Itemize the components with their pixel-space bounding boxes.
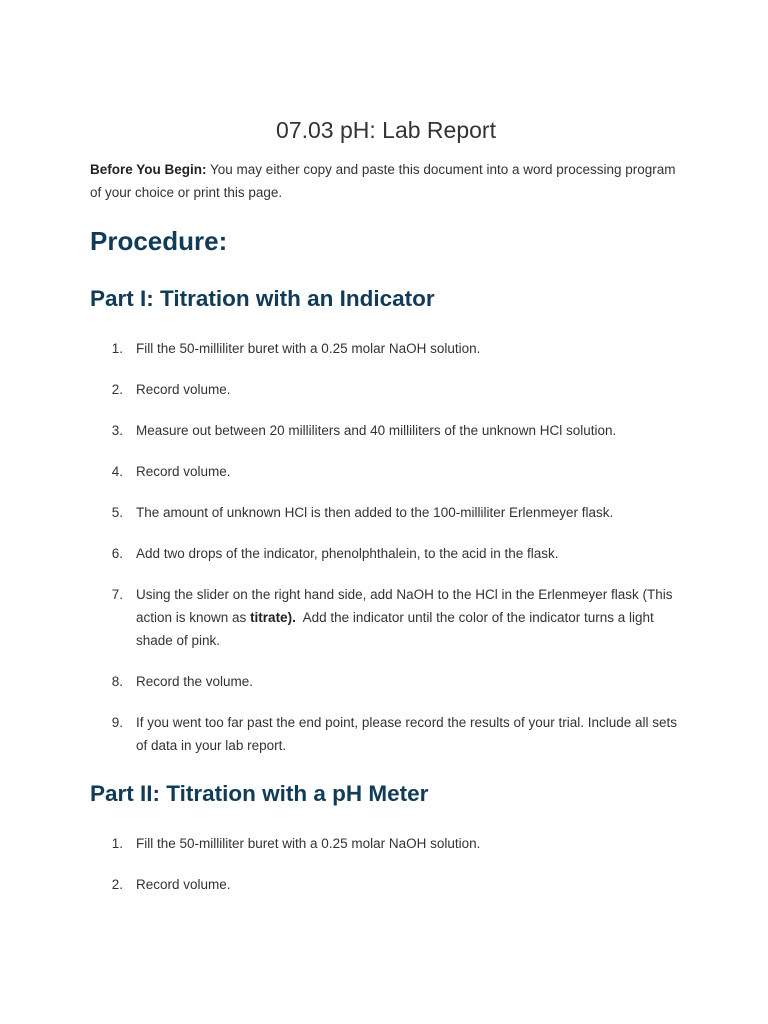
step-number: 6.: [111, 546, 123, 561]
step-text: Fill the 50-milliliter buret with a 0.25 molar NaOH solution.: [136, 836, 481, 851]
document-title: 07.03 pH: Lab Report: [276, 117, 496, 143]
intro-label: Before You Begin:: [90, 162, 207, 177]
step-bold-term: titrate).: [250, 610, 296, 625]
step-number: 1.: [111, 341, 123, 356]
step-text: Add two drops of the indicator, phenolphthalein, to the acid in the flask.: [136, 546, 559, 561]
part1-steps-list: [90, 337, 682, 757]
step-text: Record volume.: [136, 464, 231, 479]
step-number: 2.: [111, 877, 123, 892]
step-number: 7.: [111, 587, 123, 602]
step-text: Record the volume.: [136, 674, 254, 689]
step-text: Using the slider on the right hand side, add NaOH to the HCl in the Erlenmeyer flask (This action is known as: [136, 587, 673, 625]
step-text: Record volume.: [136, 877, 231, 892]
intro-paragraph: [90, 158, 682, 204]
list-item: [90, 670, 682, 693]
list-item: [90, 873, 682, 896]
step-number: 1.: [111, 836, 123, 851]
list-item: [90, 832, 682, 855]
step-number: 5.: [111, 505, 123, 520]
step-text-continued: Add the indicator until the color of the indicator turns a light shade of pink.: [136, 610, 658, 648]
list-item: [90, 419, 682, 442]
list-item: [90, 460, 682, 483]
list-item: [90, 378, 682, 401]
part1-heading: Part I: Titration with an Indicator: [90, 286, 435, 311]
step-number: 2.: [111, 382, 123, 397]
step-text: Record volume.: [136, 382, 231, 397]
list-item: [90, 583, 682, 652]
list-item: [90, 542, 682, 565]
step-text: The amount of unknown HCl is then added to the 100-milliliter Erlenmeyer flask.: [136, 505, 614, 520]
list-item: [90, 501, 682, 524]
step-number: 3.: [111, 423, 123, 438]
step-number: 8.: [111, 674, 123, 689]
part2-steps-list: [90, 832, 682, 896]
procedure-heading: Procedure:: [90, 226, 228, 256]
step-number: 4.: [111, 464, 123, 479]
step-text: Fill the 50-milliliter buret with a 0.25 molar NaOH solution.: [136, 341, 481, 356]
list-item: [90, 337, 682, 360]
step-text: Measure out between 20 milliliters and 40 milliliters of the unknown HCl solution.: [136, 423, 617, 438]
step-number: 9.: [111, 715, 123, 730]
part2-heading: Part II: Titration with a pH Meter: [90, 781, 429, 806]
step-text: If you went too far past the end point, please record the results of your trial. Include all sets of data in your lab report.: [136, 715, 678, 753]
intro-text: You may either copy and paste this document into a word processing program of your choice or print this page.: [90, 162, 676, 200]
list-item: [90, 711, 682, 757]
